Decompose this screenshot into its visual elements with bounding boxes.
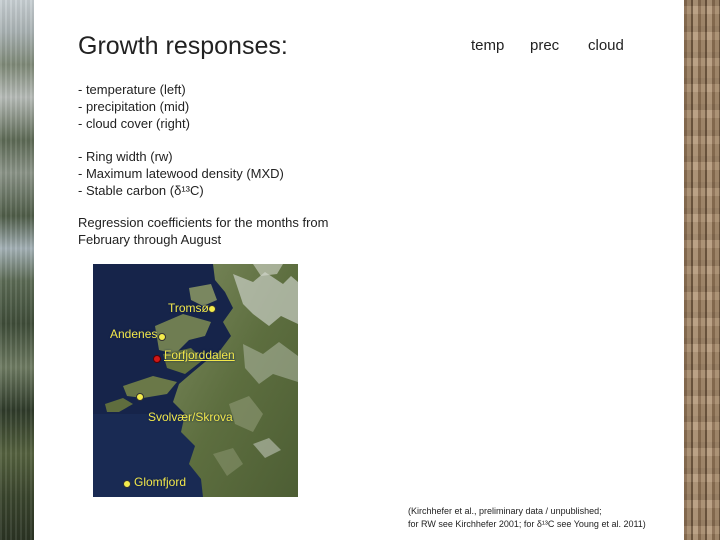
list-item: - temperature (left)	[78, 82, 186, 97]
list-item: - Ring width (rw)	[78, 149, 173, 164]
list-item: - precipitation (mid)	[78, 99, 190, 114]
climate-variable-list	[78, 81, 190, 132]
list-item: - Maximum latewood density (MXD)	[78, 166, 284, 181]
slide-title: Growth responses:	[78, 32, 288, 60]
map-label-andenes: Andenes	[110, 327, 158, 341]
citation-line: (Kirchhefer et al., preliminary data / unpublished;	[408, 506, 602, 516]
site-marker-svolvaer	[136, 393, 144, 401]
text-line: Regression coefficients for the months from	[78, 215, 329, 230]
satellite-map	[93, 264, 298, 497]
citation-note	[408, 505, 646, 531]
regression-description	[78, 214, 329, 248]
list-item: - cloud cover (right)	[78, 116, 190, 131]
map-label-forfjorddalen: Forfjorddalen	[164, 348, 235, 362]
map-terrain	[93, 264, 298, 497]
map-label-tromso: Tromsø	[168, 301, 209, 315]
column-label-prec: prec	[530, 37, 560, 54]
citation-line: for RW see Kirchhefer 2001; for δ¹³C see Young et al. 2011)	[408, 519, 646, 529]
wood-texture-strip	[684, 0, 720, 540]
map-label-glomfjord: Glomfjord	[134, 475, 187, 489]
site-marker-forfjorddalen	[153, 355, 161, 363]
proxy-list	[78, 148, 284, 199]
site-marker-glomfjord	[123, 480, 131, 488]
list-item: - Stable carbon (δ¹³C)	[78, 183, 204, 198]
landscape-photo-strip	[0, 0, 34, 540]
column-label-cloud: cloud	[588, 37, 624, 54]
map-label-svolvaer: Svolvær/Skrova	[148, 410, 233, 424]
text-line: February through August	[78, 232, 222, 247]
site-marker-tromso	[208, 305, 216, 313]
column-label-temp: temp	[471, 37, 505, 54]
site-marker-andenes	[158, 333, 166, 341]
